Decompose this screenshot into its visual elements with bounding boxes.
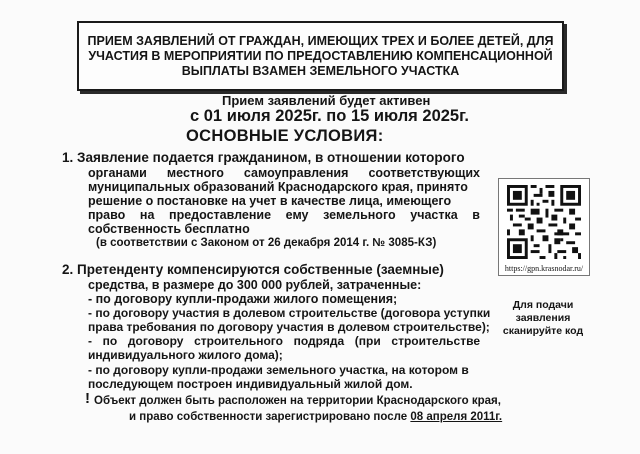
note-line-1: Объект должен быть расположен на территории Краснодарского края, xyxy=(94,395,501,407)
condition2-line-5: права требования по договору участия в долевом строительстве); xyxy=(88,320,490,334)
condition2-line-3: - по договору купли-продажи жилого помещения; xyxy=(88,292,398,306)
condition1-line-3: муниципальных образований Краснодарского края, принято xyxy=(88,180,468,194)
note-date: 08 апреля 2011г. xyxy=(410,411,503,423)
note-line-2 xyxy=(129,411,502,423)
condition2-line-8: - по договору купли-продажи земельного участка, на котором в xyxy=(88,363,469,377)
qr-block xyxy=(498,178,590,276)
note-line-2-text: и право собственности зарегистрировано после xyxy=(129,411,411,423)
condition2-line-7: индивидуального жилого дома); xyxy=(88,348,283,362)
header-line-3: ВЫПЛАТЫ ВЗАМЕН ЗЕМЕЛЬНОГО УЧАСТКА xyxy=(181,63,460,78)
note-mark: ! xyxy=(85,390,90,407)
condition1-line-5: право на предоставление ему земельного участка в xyxy=(88,208,480,222)
period-label: Прием заявлений будет активен xyxy=(222,93,431,108)
condition2-line-4: - по договору участия в долевом строительстве (договора уступки xyxy=(88,306,491,320)
condition2-line-6: - по договору строительного подряда (при строительстве xyxy=(88,334,480,348)
qr-caption: Для подачи заявления сканируйте код xyxy=(502,299,584,337)
qr-code-icon[interactable] xyxy=(507,185,581,259)
qr-url[interactable]: https://gpn.krasnodar.ru/ xyxy=(504,264,584,273)
period-dates: с 01 июля 2025г. по 15 июля 2025г. xyxy=(190,107,469,125)
condition2-line-2: средства, в размере до 300 000 рублей, затраченные: xyxy=(88,278,422,292)
header-line-1: ПРИЕМ ЗАЯВЛЕНИЙ ОТ ГРАЖДАН, ИМЕЮЩИХ ТРЕХ И БОЛЕЕ ДЕТЕЙ, ДЛЯ xyxy=(87,33,554,48)
condition2-line-9: последующем построен индивидуальный жилой дом. xyxy=(88,377,413,391)
condition2-line-1: 2. Претенденту компенсируются собственные (заемные) xyxy=(62,262,444,277)
header-box xyxy=(77,21,564,91)
condition1-line-2: органами местного самоуправления соответствующих xyxy=(88,166,480,180)
header-line-2: УЧАСТИЯ В МЕРОПРИЯТИИ ПО ПРЕДОСТАВЛЕНИЮ КОМПЕНСАЦИОННОЙ xyxy=(88,48,553,63)
condition1-law-ref: (в соответствии с Законом от 26 декабря 2014 г. № 3085-КЗ) xyxy=(96,237,437,249)
condition1-line-4: решение о постановке на учет в качестве лица, имеющего xyxy=(88,194,452,208)
condition1-line-1: 1. Заявление подается гражданином, в отношении которого xyxy=(62,150,465,165)
conditions-title: ОСНОВНЫЕ УСЛОВИЯ: xyxy=(186,127,384,145)
condition1-line-6: собственность бесплатно xyxy=(88,222,250,236)
